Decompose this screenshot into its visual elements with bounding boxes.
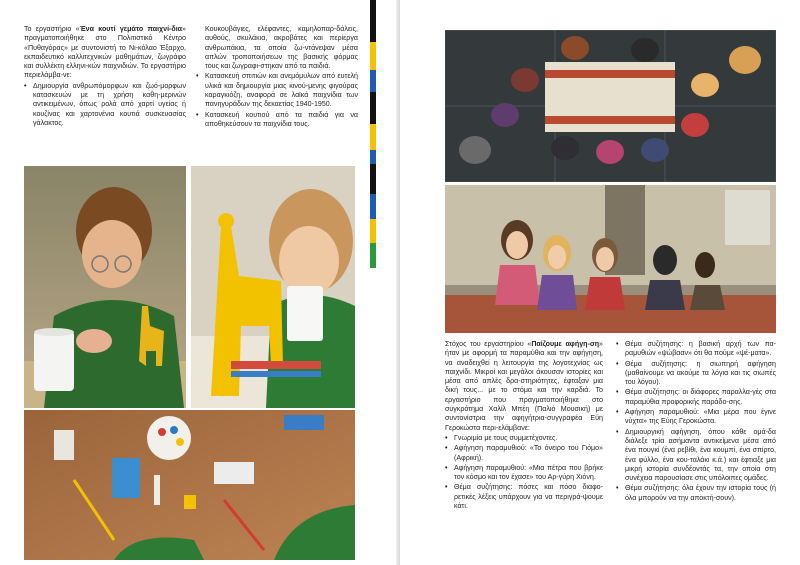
list-item: • Δημιουργία ανθρωπόμορφων και ζωό-μορφων κατασκευών με τη χρήση καθη-μερινών αντικειμένων, όπως ρολά από χαρτί υγείας ή κουζίνας και χαρτονένια κουτιά συσκευασίας γάλακτος. <box>24 81 186 127</box>
right-page <box>400 0 800 565</box>
list-item-continued: Κουκουβάγιες, ελέφαντες, καμηλοπαρ-δάλεις, αυθούς, σκυλάκια, ακροβάτες και περίεργα ανθρωπάκια, τα οποία ζω-ντάνεψαν μέσα απλών τροποποιήσεων της βασικής φόρμας τους και ζωγραφι-στηκαν από τα παιδιά. <box>205 25 358 71</box>
list-item: • Θέμα συζήτησης: πόσες και πόσο διαφο-ρετικές λέξεις υπάρχουν για να περιγρά-ψουμε κάτι. <box>445 483 603 511</box>
color-strip-black <box>370 164 376 194</box>
color-strip-blue <box>370 194 376 219</box>
color-strip-blue <box>370 150 376 164</box>
list-item: • Θέμα συζήτησης: η βασική αρχή των πα-ραμυθιών «ψώβααν» ότι θα πούμε «ψέ-ματα». <box>616 340 776 358</box>
color-strip-yellow <box>370 219 376 243</box>
right-intro-paragraph: Στόχος του εργαστηρίου «Παίζουμε αφήγη-ση» ήταν με αφορμή τα παραμύθια και την αφήγηση, να αναδειχθεί η λειτουργία της λογοτεχνίας ως παιχνίδι. Μικροί και μεγάλοι άκουσαν ιστορίες και μέσα από απλές δρα-στηριότητες, έφταξαν μια δική τους... με το στόμα και την καρδιά. Το εργαστήριο που πραγματοποιήθηκε στο συγκρότημα Χαλίλ Μπέη (Παλιό Μουσική) με συντονίστρια την αφηγήτρια-συγγραφέα Εύη Γεροκώστα περι-ελάμβανε: <box>445 340 603 432</box>
list-item: • Θέμα συζήτησης: οι διάφορες παραλλα-γές στα παραμύθια προφορικής παράδο-σης. <box>616 388 776 406</box>
left-text-column-2 <box>196 25 358 130</box>
color-strip-black <box>370 92 376 124</box>
list-item: • Αφήγηση παραμυθιού: «Το όνειρο του Γιόμο» (Αφρική). <box>445 444 603 462</box>
list-item: • Θέμα συζήτησης: η σιωπηρή αφήγηση (μαθαίνουμε να ακούμε τα λόγια και τις σιωπές του λόγου). <box>616 359 776 387</box>
photo-crafts-table <box>24 410 355 560</box>
color-strip-yellow <box>370 124 376 150</box>
list-item: • Θέμα συζήτησης: όλα έχουν την ιστορία τους (ή όλα μπορούν να την αποκτή-σουν). <box>616 484 776 502</box>
photo-girl-giraffe <box>191 166 355 408</box>
color-strip-yellow <box>370 42 376 70</box>
list-item: • Κατασκευή σπιτιών και ανεμόμυλων από ευτελή υλικά και δημιουργία μιας κινού-μενης φιγούρας καραγκιόζη, αναφορά σε λαϊκά παιχνίδια των πανηγυράδων της δεκαετίας 1940-1950. <box>196 72 358 109</box>
right-text-column-1 <box>445 340 603 512</box>
photo-children-listening <box>445 185 776 333</box>
left-intro-paragraph: Το εργαστήριο «Ένα κουτί γεμάτο παιχνί-δια» πραγματοποιήθηκε στο Πολιτιστικό Κέντρο «Πυθαγόρας» με συντονιστή το Νι-κόλαο Έξαρχο, εκπαιδευτικό καλλιτεχνικών μαθημάτων, ζωγράφο και συλλέκτη ελληνι-κών παιχνιδιών. Το εργαστήριο περιελάμβα-νε: <box>24 25 186 80</box>
color-strip-black <box>370 0 376 42</box>
left-text-column-1 <box>24 25 186 129</box>
list-item: • Αφήγηση παραμυθιού: «Μια μέρα που έγινε νύχτα» της Εύης Γεροκώστα. <box>616 408 776 426</box>
right-text-column-2 <box>616 340 776 504</box>
list-item: • Κατασκευή κουτιού από τα παιδιά για να αποθηκεύσουν τα παιχνίδια τους. <box>196 110 358 128</box>
list-item: • Γνωριμία με τους συμμετέχοντες. <box>445 433 558 442</box>
photo-storytelling-circle <box>445 30 776 182</box>
color-strip-green <box>370 243 376 268</box>
list-item: • Αφήγηση παραμυθιού: «Μια πέτρα που βρήκε τον κόσμο και τον έχασε» του Αρ-γύρη Χιόνη. <box>445 463 603 482</box>
color-strip-blue <box>370 70 376 92</box>
list-item: • Δημιουργική αφήγηση, όπου κάθε ομά-δα διάλεξε τρία ασήμαντα αντικείμενα μέσα από ένα πουγκί (ένα ρεβίθι, ένα κουμπί, ένα σπίρτο, ένα φύλλο, ένα κου-ταλάκι κ.ά.) και έφτιαξε μια μικρή ιστορία συνδέοντάς τα, την οποία στη συνέχεια παρουσίασε στις υπόλοιπες ομάδες. <box>616 427 776 483</box>
photo-boy-painting <box>24 166 186 408</box>
